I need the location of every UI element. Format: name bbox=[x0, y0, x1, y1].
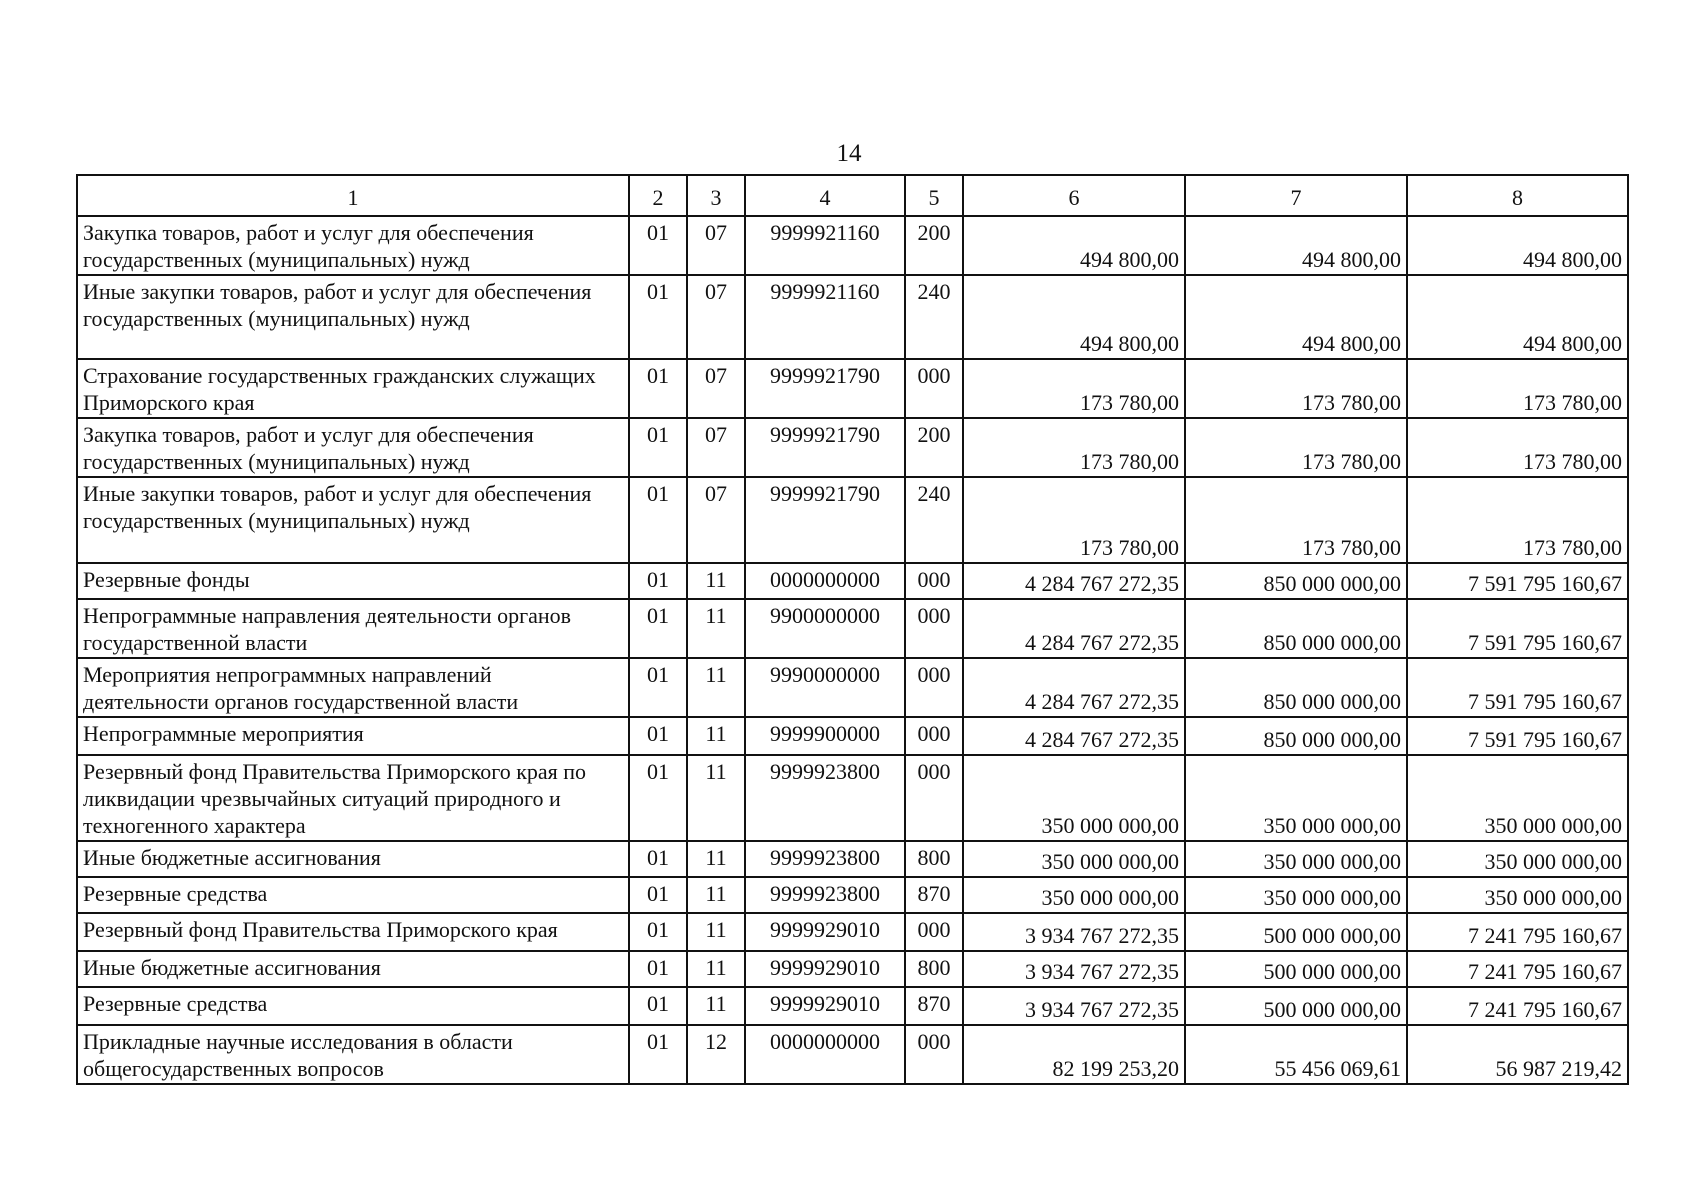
section-code: 01 bbox=[629, 913, 687, 951]
table-row bbox=[77, 877, 1628, 913]
table-row bbox=[77, 477, 1628, 563]
target-article-code: 9990000000 bbox=[745, 658, 905, 717]
amount-col-6: 494 800,00 bbox=[963, 216, 1185, 275]
target-article-code: 9999929010 bbox=[745, 987, 905, 1025]
table-row bbox=[77, 563, 1628, 599]
amount-col-6: 173 780,00 bbox=[963, 477, 1185, 563]
table-row bbox=[77, 717, 1628, 755]
amount-col-6: 82 199 253,20 bbox=[963, 1025, 1185, 1084]
expense-type-code: 000 bbox=[905, 359, 963, 418]
target-article-code: 0000000000 bbox=[745, 563, 905, 599]
subsection-code: 12 bbox=[687, 1025, 745, 1084]
amount-col-8: 173 780,00 bbox=[1407, 418, 1628, 477]
expense-type-code: 000 bbox=[905, 913, 963, 951]
table-row bbox=[77, 841, 1628, 877]
amount-col-6: 4 284 767 272,35 bbox=[963, 717, 1185, 755]
column-header: 3 bbox=[687, 175, 745, 216]
amount-col-8: 350 000 000,00 bbox=[1407, 755, 1628, 841]
table-row bbox=[77, 359, 1628, 418]
target-article-code: 9999923800 bbox=[745, 755, 905, 841]
expense-type-code: 200 bbox=[905, 216, 963, 275]
row-name: Резервные средства bbox=[77, 987, 629, 1025]
target-article-code: 9999921790 bbox=[745, 418, 905, 477]
row-name: Непрограммные направления деятельности органов государственной власти bbox=[77, 599, 629, 658]
section-code: 01 bbox=[629, 216, 687, 275]
amount-col-8: 7 591 795 160,67 bbox=[1407, 717, 1628, 755]
section-code: 01 bbox=[629, 717, 687, 755]
amount-col-8: 7 591 795 160,67 bbox=[1407, 563, 1628, 599]
subsection-code: 11 bbox=[687, 658, 745, 717]
table-row bbox=[77, 987, 1628, 1025]
row-name: Резервный фонд Правительства Приморского края по ликвидации чрезвычайных ситуаций природного и техногенного характера bbox=[77, 755, 629, 841]
expense-type-code: 800 bbox=[905, 951, 963, 987]
budget-table bbox=[76, 174, 1629, 1085]
target-article-code: 9999921790 bbox=[745, 477, 905, 563]
amount-col-7: 350 000 000,00 bbox=[1185, 841, 1407, 877]
section-code: 01 bbox=[629, 359, 687, 418]
amount-col-7: 494 800,00 bbox=[1185, 216, 1407, 275]
header-row bbox=[77, 175, 1628, 216]
section-code: 01 bbox=[629, 1025, 687, 1084]
expense-type-code: 870 bbox=[905, 877, 963, 913]
subsection-code: 11 bbox=[687, 717, 745, 755]
amount-col-7: 850 000 000,00 bbox=[1185, 658, 1407, 717]
target-article-code: 9900000000 bbox=[745, 599, 905, 658]
subsection-code: 07 bbox=[687, 359, 745, 418]
section-code: 01 bbox=[629, 477, 687, 563]
table-row bbox=[77, 755, 1628, 841]
amount-col-7: 173 780,00 bbox=[1185, 418, 1407, 477]
column-header: 1 bbox=[77, 175, 629, 216]
target-article-code: 9999923800 bbox=[745, 841, 905, 877]
amount-col-7: 494 800,00 bbox=[1185, 275, 1407, 359]
amount-col-8: 7 591 795 160,67 bbox=[1407, 658, 1628, 717]
target-article-code: 9999921790 bbox=[745, 359, 905, 418]
table-row bbox=[77, 1025, 1628, 1084]
amount-col-6: 4 284 767 272,35 bbox=[963, 563, 1185, 599]
row-name: Иные закупки товаров, работ и услуг для обеспечения государственных (муниципальных) нужд bbox=[77, 477, 629, 563]
target-article-code: 9999921160 bbox=[745, 275, 905, 359]
amount-col-6: 4 284 767 272,35 bbox=[963, 599, 1185, 658]
expense-type-code: 870 bbox=[905, 987, 963, 1025]
amount-col-7: 173 780,00 bbox=[1185, 359, 1407, 418]
section-code: 01 bbox=[629, 658, 687, 717]
subsection-code: 11 bbox=[687, 755, 745, 841]
amount-col-8: 173 780,00 bbox=[1407, 477, 1628, 563]
column-header: 2 bbox=[629, 175, 687, 216]
row-name: Иные бюджетные ассигнования bbox=[77, 841, 629, 877]
expense-type-code: 000 bbox=[905, 1025, 963, 1084]
subsection-code: 11 bbox=[687, 951, 745, 987]
amount-col-6: 350 000 000,00 bbox=[963, 877, 1185, 913]
amount-col-7: 500 000 000,00 bbox=[1185, 913, 1407, 951]
subsection-code: 07 bbox=[687, 216, 745, 275]
amount-col-7: 55 456 069,61 bbox=[1185, 1025, 1407, 1084]
amount-col-7: 500 000 000,00 bbox=[1185, 951, 1407, 987]
amount-col-8: 7 241 795 160,67 bbox=[1407, 987, 1628, 1025]
section-code: 01 bbox=[629, 841, 687, 877]
subsection-code: 11 bbox=[687, 599, 745, 658]
amount-col-7: 173 780,00 bbox=[1185, 477, 1407, 563]
table-row bbox=[77, 658, 1628, 717]
row-name: Непрограммные мероприятия bbox=[77, 717, 629, 755]
target-article-code: 9999921160 bbox=[745, 216, 905, 275]
amount-col-8: 7 241 795 160,67 bbox=[1407, 951, 1628, 987]
subsection-code: 11 bbox=[687, 563, 745, 599]
subsection-code: 11 bbox=[687, 913, 745, 951]
amount-col-6: 3 934 767 272,35 bbox=[963, 913, 1185, 951]
amount-col-8: 173 780,00 bbox=[1407, 359, 1628, 418]
section-code: 01 bbox=[629, 877, 687, 913]
section-code: 01 bbox=[629, 755, 687, 841]
amount-col-6: 3 934 767 272,35 bbox=[963, 987, 1185, 1025]
row-name: Резервные средства bbox=[77, 877, 629, 913]
expense-type-code: 200 bbox=[905, 418, 963, 477]
amount-col-6: 350 000 000,00 bbox=[963, 755, 1185, 841]
row-name: Резервные фонды bbox=[77, 563, 629, 599]
amount-col-7: 850 000 000,00 bbox=[1185, 717, 1407, 755]
amount-col-7: 850 000 000,00 bbox=[1185, 563, 1407, 599]
amount-col-8: 494 800,00 bbox=[1407, 275, 1628, 359]
amount-col-6: 350 000 000,00 bbox=[963, 841, 1185, 877]
amount-col-7: 500 000 000,00 bbox=[1185, 987, 1407, 1025]
column-header: 6 bbox=[963, 175, 1185, 216]
amount-col-8: 7 591 795 160,67 bbox=[1407, 599, 1628, 658]
expense-type-code: 000 bbox=[905, 599, 963, 658]
expense-type-code: 000 bbox=[905, 755, 963, 841]
row-name: Закупка товаров, работ и услуг для обеспечения государственных (муниципальных) нужд bbox=[77, 216, 629, 275]
amount-col-8: 7 241 795 160,67 bbox=[1407, 913, 1628, 951]
subsection-code: 07 bbox=[687, 477, 745, 563]
target-article-code: 0000000000 bbox=[745, 1025, 905, 1084]
table-row bbox=[77, 418, 1628, 477]
amount-col-6: 173 780,00 bbox=[963, 418, 1185, 477]
table-row bbox=[77, 216, 1628, 275]
amount-col-6: 173 780,00 bbox=[963, 359, 1185, 418]
subsection-code: 11 bbox=[687, 987, 745, 1025]
amount-col-6: 494 800,00 bbox=[963, 275, 1185, 359]
amount-col-6: 3 934 767 272,35 bbox=[963, 951, 1185, 987]
target-article-code: 9999923800 bbox=[745, 877, 905, 913]
section-code: 01 bbox=[629, 563, 687, 599]
subsection-code: 11 bbox=[687, 877, 745, 913]
column-header: 5 bbox=[905, 175, 963, 216]
row-name: Закупка товаров, работ и услуг для обеспечения государственных (муниципальных) нужд bbox=[77, 418, 629, 477]
subsection-code: 07 bbox=[687, 418, 745, 477]
table-row bbox=[77, 913, 1628, 951]
section-code: 01 bbox=[629, 951, 687, 987]
amount-col-8: 494 800,00 bbox=[1407, 216, 1628, 275]
subsection-code: 11 bbox=[687, 841, 745, 877]
expense-type-code: 000 bbox=[905, 717, 963, 755]
expense-type-code: 000 bbox=[905, 563, 963, 599]
subsection-code: 07 bbox=[687, 275, 745, 359]
table-row bbox=[77, 951, 1628, 987]
amount-col-7: 350 000 000,00 bbox=[1185, 877, 1407, 913]
row-name: Резервный фонд Правительства Приморского края bbox=[77, 913, 629, 951]
amount-col-6: 4 284 767 272,35 bbox=[963, 658, 1185, 717]
expense-type-code: 800 bbox=[905, 841, 963, 877]
row-name: Прикладные научные исследования в области общегосударственных вопросов bbox=[77, 1025, 629, 1084]
row-name: Иные закупки товаров, работ и услуг для обеспечения государственных (муниципальных) нужд bbox=[77, 275, 629, 359]
expense-type-code: 240 bbox=[905, 477, 963, 563]
expense-type-code: 000 bbox=[905, 658, 963, 717]
page-number: 14 bbox=[836, 140, 862, 167]
column-header: 4 bbox=[745, 175, 905, 216]
row-name: Мероприятия непрограммных направлений деятельности органов государственной власти bbox=[77, 658, 629, 717]
column-header: 8 bbox=[1407, 175, 1628, 216]
section-code: 01 bbox=[629, 275, 687, 359]
row-name: Страхование государственных гражданских служащих Приморского края bbox=[77, 359, 629, 418]
amount-col-8: 350 000 000,00 bbox=[1407, 877, 1628, 913]
amount-col-8: 350 000 000,00 bbox=[1407, 841, 1628, 877]
amount-col-7: 850 000 000,00 bbox=[1185, 599, 1407, 658]
column-header: 7 bbox=[1185, 175, 1407, 216]
row-name: Иные бюджетные ассигнования bbox=[77, 951, 629, 987]
target-article-code: 9999900000 bbox=[745, 717, 905, 755]
target-article-code: 9999929010 bbox=[745, 913, 905, 951]
amount-col-7: 350 000 000,00 bbox=[1185, 755, 1407, 841]
amount-col-8: 56 987 219,42 bbox=[1407, 1025, 1628, 1084]
table-row bbox=[77, 275, 1628, 359]
target-article-code: 9999929010 bbox=[745, 951, 905, 987]
table-row bbox=[77, 599, 1628, 658]
section-code: 01 bbox=[629, 418, 687, 477]
section-code: 01 bbox=[629, 599, 687, 658]
expense-type-code: 240 bbox=[905, 275, 963, 359]
section-code: 01 bbox=[629, 987, 687, 1025]
